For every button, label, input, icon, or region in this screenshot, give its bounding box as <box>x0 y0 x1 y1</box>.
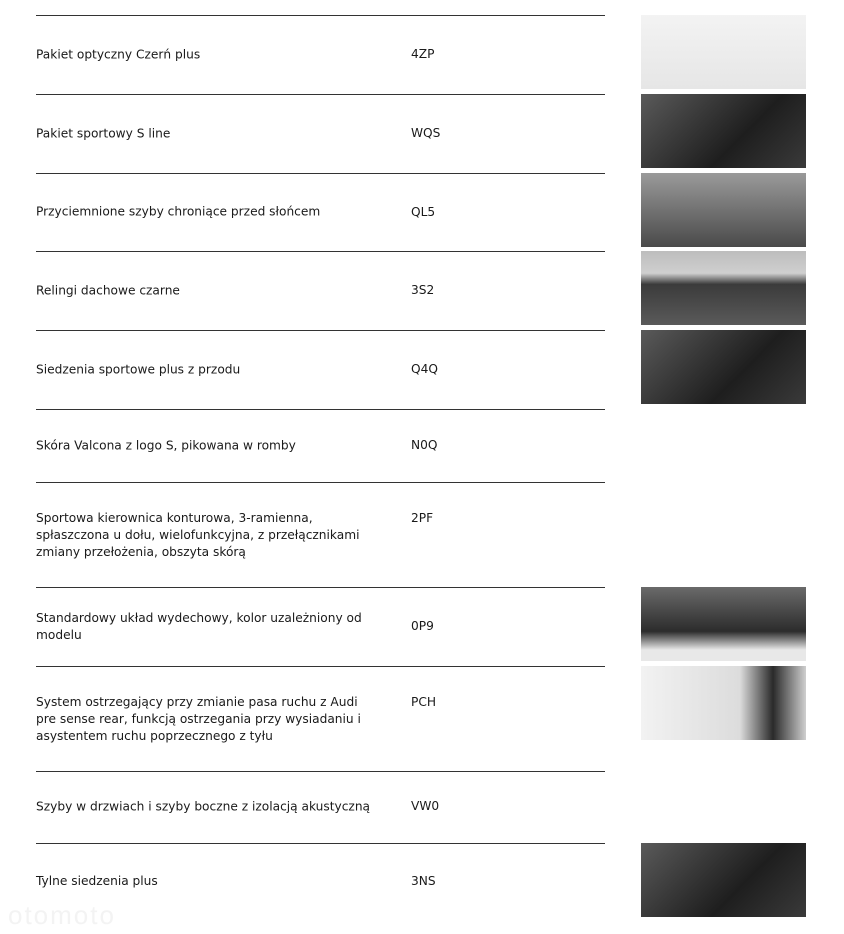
equipment-code: 4ZP <box>411 47 435 61</box>
row-divider <box>36 409 605 410</box>
row-divider <box>36 94 605 95</box>
equipment-image[interactable] <box>641 94 806 168</box>
row-divider <box>36 15 605 16</box>
equipment-name: Tylne siedzenia plus <box>36 874 158 888</box>
equipment-name: Sportowa kierownica konturowa, 3-ramienna, spłaszczona u dołu, wielofunkcyjna, z przełącznikami zmiany przełożenia, obszyta skórą <box>36 511 360 559</box>
equipment-row <box>0 15 844 94</box>
equipment-name: Przyciemnione szyby chroniące przed słońcem <box>36 204 321 219</box>
row-divider <box>36 771 605 772</box>
equipment-image[interactable] <box>641 843 806 917</box>
equipment-name: Pakiet sportowy S line <box>36 126 171 140</box>
equipment-name: Szyby w drzwiach i szyby boczne z izolacją akustyczną <box>36 799 371 814</box>
row-divider <box>36 173 605 174</box>
equipment-list <box>0 15 844 934</box>
equipment-code: Q4Q <box>411 362 438 376</box>
row-divider <box>36 251 605 252</box>
row-divider <box>36 587 605 588</box>
equipment-name: System ostrzegający przy zmianie pasa ruchu z Audi pre sense rear, funkcją ostrzegania przy wysiadaniu i asystentem ruchu poprzecznego z tyłu <box>36 695 361 743</box>
equipment-row <box>0 173 844 251</box>
equipment-row <box>0 482 844 587</box>
equipment-row <box>0 409 844 482</box>
equipment-row <box>0 94 844 173</box>
equipment-image[interactable] <box>641 587 806 661</box>
equipment-row <box>0 330 844 409</box>
equipment-code: VW0 <box>411 799 440 813</box>
equipment-image[interactable] <box>641 15 806 89</box>
equipment-code: 3NS <box>411 874 436 888</box>
equipment-row <box>0 771 844 843</box>
equipment-image[interactable] <box>641 173 806 247</box>
watermark: otomoto <box>8 900 116 930</box>
equipment-row <box>0 251 844 330</box>
equipment-row <box>0 587 844 666</box>
equipment-code: WQS <box>411 126 441 140</box>
equipment-name: Relingi dachowe czarne <box>36 283 180 297</box>
equipment-code: N0Q <box>411 438 438 452</box>
equipment-image[interactable] <box>641 330 806 404</box>
equipment-code: QL5 <box>411 205 436 219</box>
equipment-code: 2PF <box>411 511 434 525</box>
equipment-name: Pakiet optyczny Czerń plus <box>36 47 201 61</box>
row-divider <box>36 482 605 483</box>
equipment-row <box>0 666 844 771</box>
row-divider <box>36 330 605 331</box>
equipment-image[interactable] <box>641 666 806 740</box>
equipment-code: 0P9 <box>411 619 434 633</box>
equipment-image[interactable] <box>641 251 806 325</box>
row-divider <box>36 843 605 844</box>
row-divider <box>36 666 605 667</box>
equipment-code: 3S2 <box>411 283 435 297</box>
equipment-code: PCH <box>411 695 437 709</box>
equipment-name: Siedzenia sportowe plus z przodu <box>36 362 241 376</box>
equipment-name: Skóra Valcona z logo S, pikowana w romby <box>36 438 296 452</box>
equipment-row <box>0 843 844 934</box>
equipment-name: Standardowy układ wydechowy, kolor uzależniony od modelu <box>36 610 362 642</box>
